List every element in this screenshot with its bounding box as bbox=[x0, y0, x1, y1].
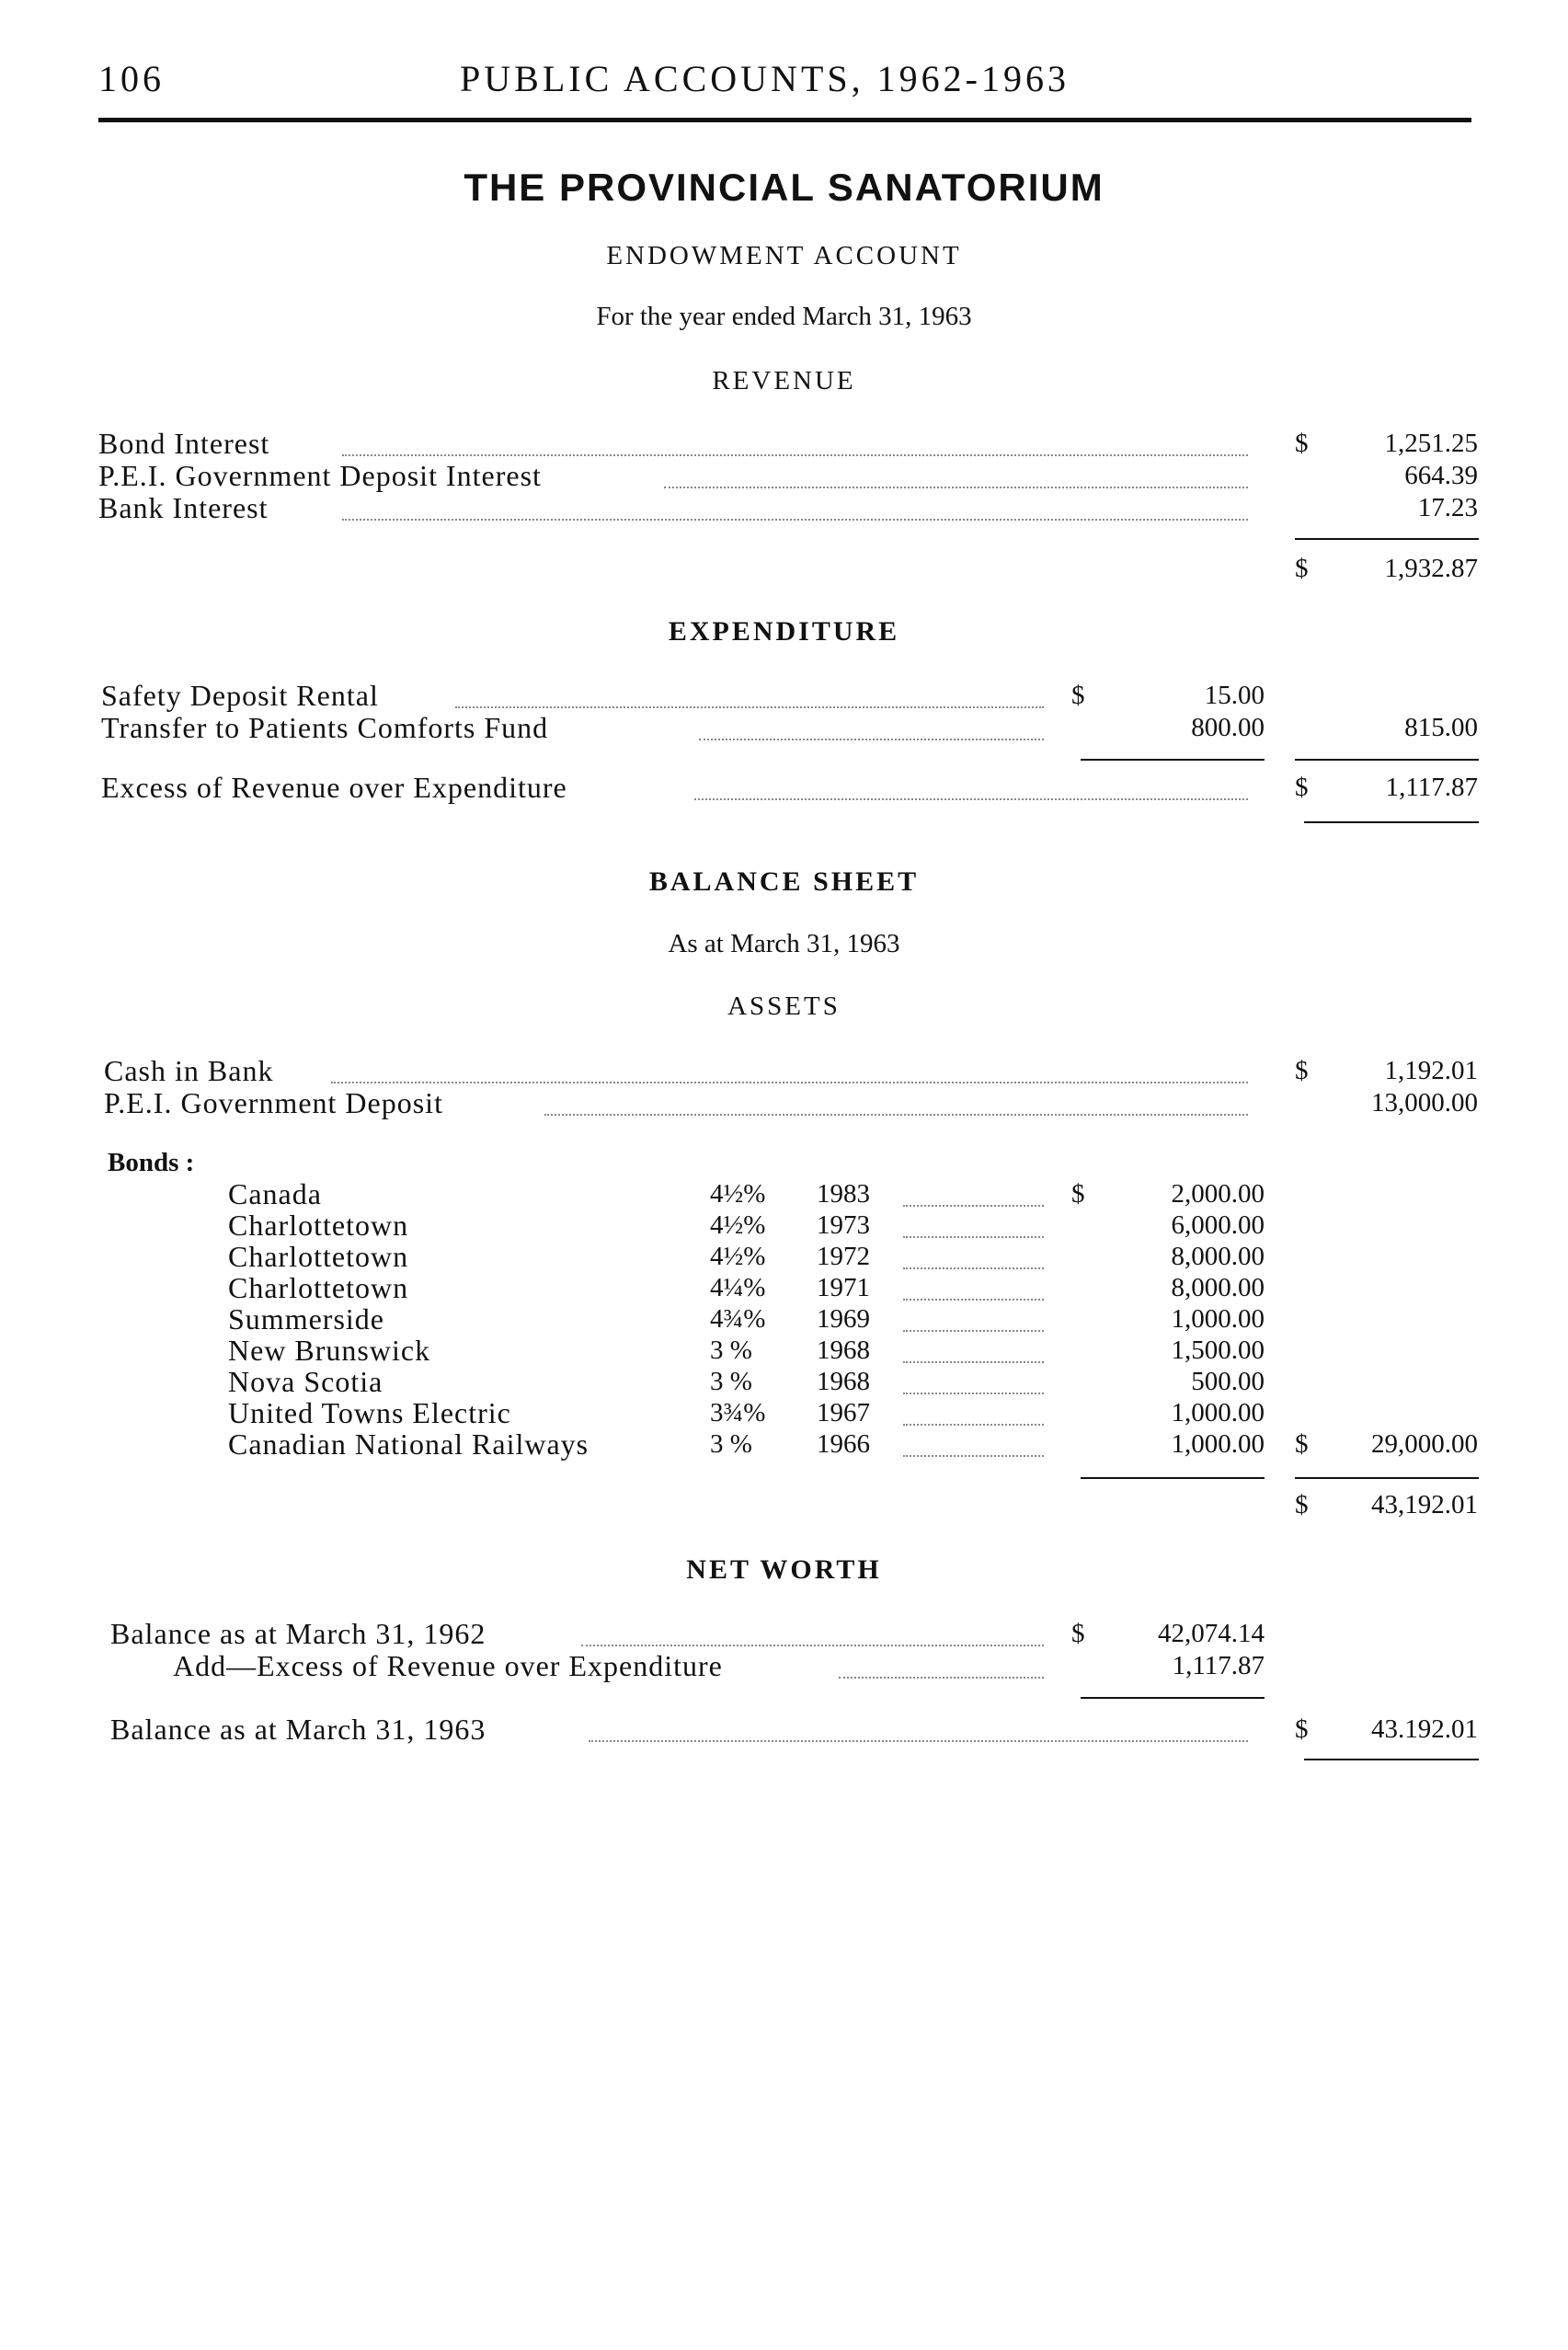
revenue-amount-deposit-interest: 664.39 bbox=[1404, 461, 1478, 490]
bond-amount: 1,500.00 bbox=[1171, 1335, 1265, 1365]
bond-amount: 1,000.00 bbox=[1171, 1398, 1265, 1427]
expenditure-amount-transfer: 800.00 bbox=[1191, 713, 1265, 742]
excess-amount: 1,117.87 bbox=[1385, 773, 1478, 802]
closing-rule bbox=[1304, 1759, 1479, 1760]
bond-amount: 1,000.00 bbox=[1171, 1429, 1265, 1459]
currency-sign: $ bbox=[1295, 1056, 1309, 1085]
bond-year: 1967 bbox=[817, 1398, 870, 1427]
expenditure-rule bbox=[1081, 759, 1265, 761]
revenue-amount-bank-interest: 17.23 bbox=[1417, 493, 1478, 522]
header-rule bbox=[98, 118, 1471, 122]
deposit-amount: 13,000.00 bbox=[1371, 1088, 1478, 1118]
currency-sign: $ bbox=[1071, 1179, 1085, 1209]
leader-dots bbox=[903, 1393, 1044, 1394]
balance-sheet-heading: BALANCE SHEET bbox=[648, 866, 920, 897]
leader-dots bbox=[903, 1330, 1044, 1332]
bond-rate: 4½% bbox=[710, 1242, 766, 1271]
leader-dots bbox=[544, 1114, 1248, 1116]
expenditure-total: 815.00 bbox=[1404, 713, 1478, 742]
bond-year: 1968 bbox=[817, 1335, 870, 1365]
account-subtitle: ENDOWMENT ACCOUNT bbox=[606, 241, 962, 270]
net-worth-rule bbox=[1081, 1697, 1265, 1699]
bond-amount: 6,000.00 bbox=[1171, 1210, 1265, 1240]
leader-dots bbox=[331, 1082, 1248, 1083]
currency-sign: $ bbox=[1295, 554, 1309, 583]
bond-amount: 2,000.00 bbox=[1171, 1179, 1265, 1209]
bond-name: Charlottetown bbox=[228, 1209, 409, 1242]
leader-dots bbox=[342, 454, 1248, 456]
leader-dots bbox=[903, 1455, 1044, 1457]
leader-dots bbox=[903, 1267, 1044, 1269]
bond-amount: 8,000.00 bbox=[1171, 1273, 1265, 1302]
bond-year: 1983 bbox=[817, 1179, 870, 1209]
bond-rate: 3 % bbox=[710, 1335, 752, 1365]
period-line: For the year ended March 31, 1963 bbox=[596, 302, 972, 331]
leader-dots bbox=[903, 1361, 1044, 1363]
leader-dots bbox=[694, 798, 1248, 800]
bond-name: United Towns Electric bbox=[228, 1396, 511, 1429]
bond-rate: 4¼% bbox=[710, 1273, 766, 1302]
bond-rate: 4½% bbox=[710, 1210, 766, 1240]
bonds-rule bbox=[1081, 1477, 1265, 1479]
bond-rate: 4½% bbox=[710, 1179, 766, 1209]
expenditure-heading: EXPENDITURE bbox=[668, 616, 900, 647]
bonds-total: 29,000.00 bbox=[1371, 1429, 1478, 1459]
bond-year: 1968 bbox=[817, 1367, 870, 1396]
assets-heading: ASSETS bbox=[727, 992, 841, 1021]
closing-balance-label: Balance as at March 31, 1963 bbox=[110, 1713, 486, 1746]
page-title: THE PROVINCIAL SANATORIUM bbox=[464, 166, 1104, 209]
leader-dots bbox=[581, 1645, 1044, 1646]
leader-dots bbox=[455, 706, 1044, 708]
currency-sign: $ bbox=[1295, 429, 1309, 458]
leader-dots bbox=[839, 1677, 1044, 1679]
currency-sign: $ bbox=[1071, 681, 1085, 710]
add-excess-amount: 1,117.87 bbox=[1172, 1651, 1265, 1680]
bond-year: 1966 bbox=[817, 1429, 870, 1459]
balance-sheet-date: As at March 31, 1963 bbox=[668, 929, 900, 958]
bond-amount: 1,000.00 bbox=[1171, 1304, 1265, 1334]
revenue-amount-bond-interest: 1,251.25 bbox=[1384, 429, 1478, 458]
deposit-label: P.E.I. Government Deposit bbox=[104, 1086, 443, 1119]
revenue-heading: REVENUE bbox=[712, 366, 856, 395]
expenditure-amount-safety-deposit: 15.00 bbox=[1204, 681, 1265, 710]
running-title: PUBLIC ACCOUNTS, 1962-1963 bbox=[460, 58, 1070, 99]
bond-name: Canada bbox=[228, 1177, 322, 1210]
expenditure-total-rule bbox=[1295, 759, 1479, 761]
bond-rate: 3 % bbox=[710, 1429, 752, 1459]
excess-rule bbox=[1304, 821, 1479, 823]
revenue-label-bond-interest: Bond Interest bbox=[98, 427, 270, 460]
expenditure-label-transfer: Transfer to Patients Comforts Fund bbox=[101, 711, 549, 744]
revenue-total: 1,932.87 bbox=[1384, 554, 1478, 583]
bond-rate: 3 % bbox=[710, 1367, 752, 1396]
cash-label: Cash in Bank bbox=[104, 1054, 274, 1087]
bond-amount: 500.00 bbox=[1191, 1367, 1265, 1396]
bond-name: Nova Scotia bbox=[228, 1365, 383, 1398]
page-number: 106 bbox=[98, 58, 165, 99]
opening-balance-amount: 42,074.14 bbox=[1158, 1619, 1265, 1648]
excess-label: Excess of Revenue over Expenditure bbox=[101, 771, 567, 804]
leader-dots bbox=[589, 1740, 1248, 1742]
revenue-label-bank-interest: Bank Interest bbox=[98, 491, 269, 524]
bond-amount: 8,000.00 bbox=[1171, 1242, 1265, 1271]
expenditure-label-safety-deposit: Safety Deposit Rental bbox=[101, 679, 379, 712]
assets-total: 43,192.01 bbox=[1371, 1490, 1478, 1519]
bond-name: New Brunswick bbox=[228, 1334, 431, 1367]
leader-dots bbox=[903, 1205, 1044, 1207]
currency-sign: $ bbox=[1295, 1490, 1309, 1519]
bond-name: Charlottetown bbox=[228, 1240, 409, 1273]
leader-dots bbox=[903, 1236, 1044, 1238]
revenue-total-rule bbox=[1295, 538, 1479, 540]
bonds-total-rule bbox=[1295, 1477, 1479, 1479]
bonds-label: Bonds : bbox=[108, 1148, 195, 1177]
currency-sign: $ bbox=[1295, 773, 1309, 802]
bond-year: 1971 bbox=[817, 1273, 870, 1302]
net-worth-heading: NET WORTH bbox=[686, 1554, 882, 1585]
cash-amount: 1,192.01 bbox=[1384, 1056, 1478, 1085]
bond-rate: 3¾% bbox=[710, 1398, 766, 1427]
closing-balance-amount: 43.192.01 bbox=[1371, 1714, 1478, 1744]
leader-dots bbox=[342, 519, 1248, 521]
bond-name: Charlottetown bbox=[228, 1271, 409, 1304]
bond-name: Summerside bbox=[228, 1302, 384, 1335]
opening-balance-label: Balance as at March 31, 1962 bbox=[110, 1617, 486, 1650]
currency-sign: $ bbox=[1295, 1429, 1309, 1459]
leader-dots bbox=[903, 1424, 1044, 1426]
revenue-label-deposit-interest: P.E.I. Government Deposit Interest bbox=[98, 459, 542, 492]
currency-sign: $ bbox=[1071, 1619, 1085, 1648]
leader-dots bbox=[699, 739, 1044, 740]
bond-year: 1972 bbox=[817, 1242, 870, 1271]
bond-year: 1973 bbox=[817, 1210, 870, 1240]
leader-dots bbox=[903, 1299, 1044, 1301]
bond-year: 1969 bbox=[817, 1304, 870, 1334]
leader-dots bbox=[664, 487, 1248, 488]
currency-sign: $ bbox=[1295, 1714, 1309, 1744]
bond-name: Canadian National Railways bbox=[228, 1427, 589, 1461]
bond-rate: 4¾% bbox=[710, 1304, 766, 1334]
add-excess-label: Add—Excess of Revenue over Expenditure bbox=[173, 1649, 723, 1682]
